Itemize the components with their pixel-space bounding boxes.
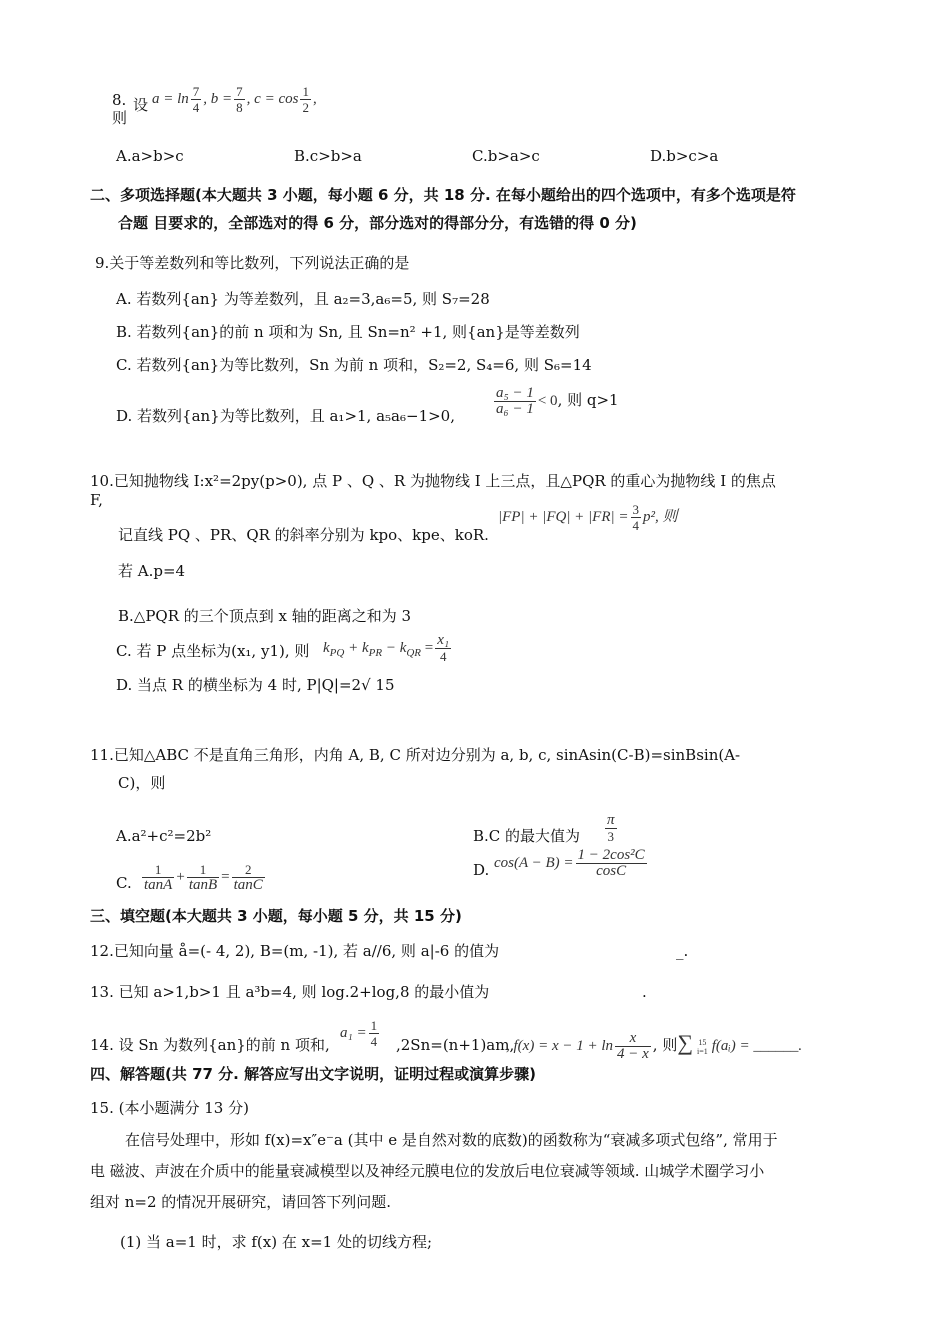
- q11-option-b: B.C 的最大值为: [473, 827, 581, 845]
- q8-then: 则: [112, 109, 128, 127]
- q12-text: 12.已知向量 å=(- 4, 2), B=(m, -1), 若 a//6, 则 a|-6 的值为: [90, 942, 500, 960]
- section2-heading: 二、多项选择题(本大题共 3 小题，每小题 6 分，共 18 分. 在每小题给出的四个选项中，有多个选项是符: [90, 186, 796, 204]
- q9-option-a: A. 若数列{an} 为等差数列，且 a₂=3,a₆=5, 则 S₇=28: [116, 290, 490, 308]
- q9-option-d-fraction: $\frac{\text{a₅ − 1}}{\text{a₆ − 1}}$ < 0, 则 q>1: [496, 385, 619, 417]
- q11-option-a: A.a²+c²=2b²: [116, 827, 212, 845]
- q8-number: 8.: [112, 91, 127, 109]
- section3-heading: 三、填空题(本大题共 3 小题，每小题 5 分，共 15 分): [90, 907, 462, 925]
- q15-heading: 15. (本小题满分 13 分): [90, 1099, 249, 1117]
- section4-heading: 四、解答题(共 77 分. 解答应写出文字说明，证明过程或演算步骤): [90, 1065, 536, 1083]
- q14-a1: a₁ = $\frac{1}{4}$: [340, 1018, 378, 1049]
- q10-stem-cont: F,: [90, 491, 103, 509]
- q8-option-d: D.b>c>a: [650, 147, 719, 165]
- q11-stem: 11.已知△ABC 不是直角三角形，内角 A, B, C 所对边分别为 a, b, c, sinAsin(C-B)=sinBsin(A-: [90, 746, 741, 764]
- q8-formula: a = ln $\frac{7}{4}$ , b = $\frac{7}{8}$ , c = cos $\frac{1}{2}$ ,: [152, 84, 317, 115]
- q11-option-c-label: C.: [116, 874, 132, 892]
- q11-option-d-formula: cos(A − B) = $\frac{\text{1 − 2cos²C}}{\cos C}$: [494, 847, 645, 879]
- q10-slopes: 记直线 PQ 、PR、QR 的斜率分别为 kpo、kpe、koR.: [118, 526, 489, 544]
- q14-recurrence: ,2Sn=(n+1)am,: [396, 1036, 515, 1054]
- q15-paragraph-line1: 在信号处理中，形如 f(x)=x″e⁻a (其中 e 是自然对数的底数)的函数称为“衰减多项式包络”, 常用于: [125, 1131, 778, 1149]
- q15-paragraph-line3: 组对 n=2 的情况开展研究，请回答下列问题.: [90, 1193, 392, 1211]
- q10-condition: |FP| + |FQ| + |FR| = $\frac{3}{4}$ p², 则: [498, 502, 678, 533]
- q11-option-d-label: D.: [473, 861, 490, 879]
- q14-function: , f(x) = x − 1 + ln $\frac{x}{4 - x}$ , 则∑ 15 i=1 f(aᵢ) = ______.: [506, 1030, 803, 1063]
- q10-option-b: B.△PQR 的三个顶点到 x 轴的距离之和为 3: [118, 607, 412, 625]
- q11-option-b-fraction: $\frac{\pi}{3}$: [607, 812, 615, 844]
- q15-subquestion-1: (1) 当 a=1 时，求 f(x) 在 x=1 处的切线方程;: [120, 1233, 433, 1251]
- q10-option-a: 若 A.p=4: [118, 562, 186, 580]
- q10-option-c: C. 若 P 点坐标为(x₁, y1), 则: [116, 642, 310, 660]
- q8-lead: 设: [133, 96, 149, 114]
- q9-option-b: B. 若数列{an}的前 n 项和为 Sn, 且 Sn=n² +1, 则{an}是等差数列: [116, 323, 580, 341]
- q8-option-a: A.a>b>c: [116, 147, 184, 165]
- q13-blank: .: [642, 983, 647, 1001]
- q11-stem-cont: C)，则: [118, 774, 166, 792]
- q10-option-d: D. 当点 R 的横坐标为 4 时, P|Q|=2√ 15: [116, 676, 395, 694]
- q9-option-d: D. 若数列{an}为等比数列，且 a₁>1, a₅a₆−1>0,: [116, 407, 455, 425]
- q14-text: 14. 设 Sn 为数列{an}的前 n 项和,: [90, 1036, 330, 1054]
- q15-paragraph-line2: 电 磁波、声波在介质中的能量衰减模型以及神经元膜电位的发放后电位衰减等领域. 山城学术圈学习小: [90, 1162, 765, 1180]
- q10-option-c-formula: $k_{PQ} + k_{PR} - k_{QR}$ = $\frac{\text{x₁}}{4}$: [323, 632, 450, 664]
- q9-stem: 9.关于等差数列和等比数列，下列说法正确的是: [95, 254, 410, 272]
- section2-heading-cont: 合题 目要求的，全部选对的得 6 分，部分选对的得部分分，有选错的得 0 分): [118, 214, 637, 232]
- q11-option-c-formula: $\frac{1}{\tan A}$ + $\frac{1}{\tan B}$ = $\frac{2}{\tan C}$: [144, 862, 263, 893]
- q10-stem: 10.已知抛物线 I:x²=2py(p>0), 点 P 、Q 、R 为抛物线 I 上三点，且△PQR 的重心为抛物线 I 的焦点: [90, 472, 776, 490]
- q13-text: 13. 已知 a>1,b>1 且 a³b=4, 则 log.2+log,8 的最小值为: [90, 983, 490, 1001]
- q8-option-b: B.c>b>a: [294, 147, 362, 165]
- q8-option-c: C.b>a>c: [472, 147, 540, 165]
- q9-option-c: C. 若数列{an}为等比数列，Sn 为前 n 项和，S₂=2, S₄=6, 则 S₆=14: [116, 356, 592, 374]
- q12-blank: _.: [676, 942, 689, 960]
